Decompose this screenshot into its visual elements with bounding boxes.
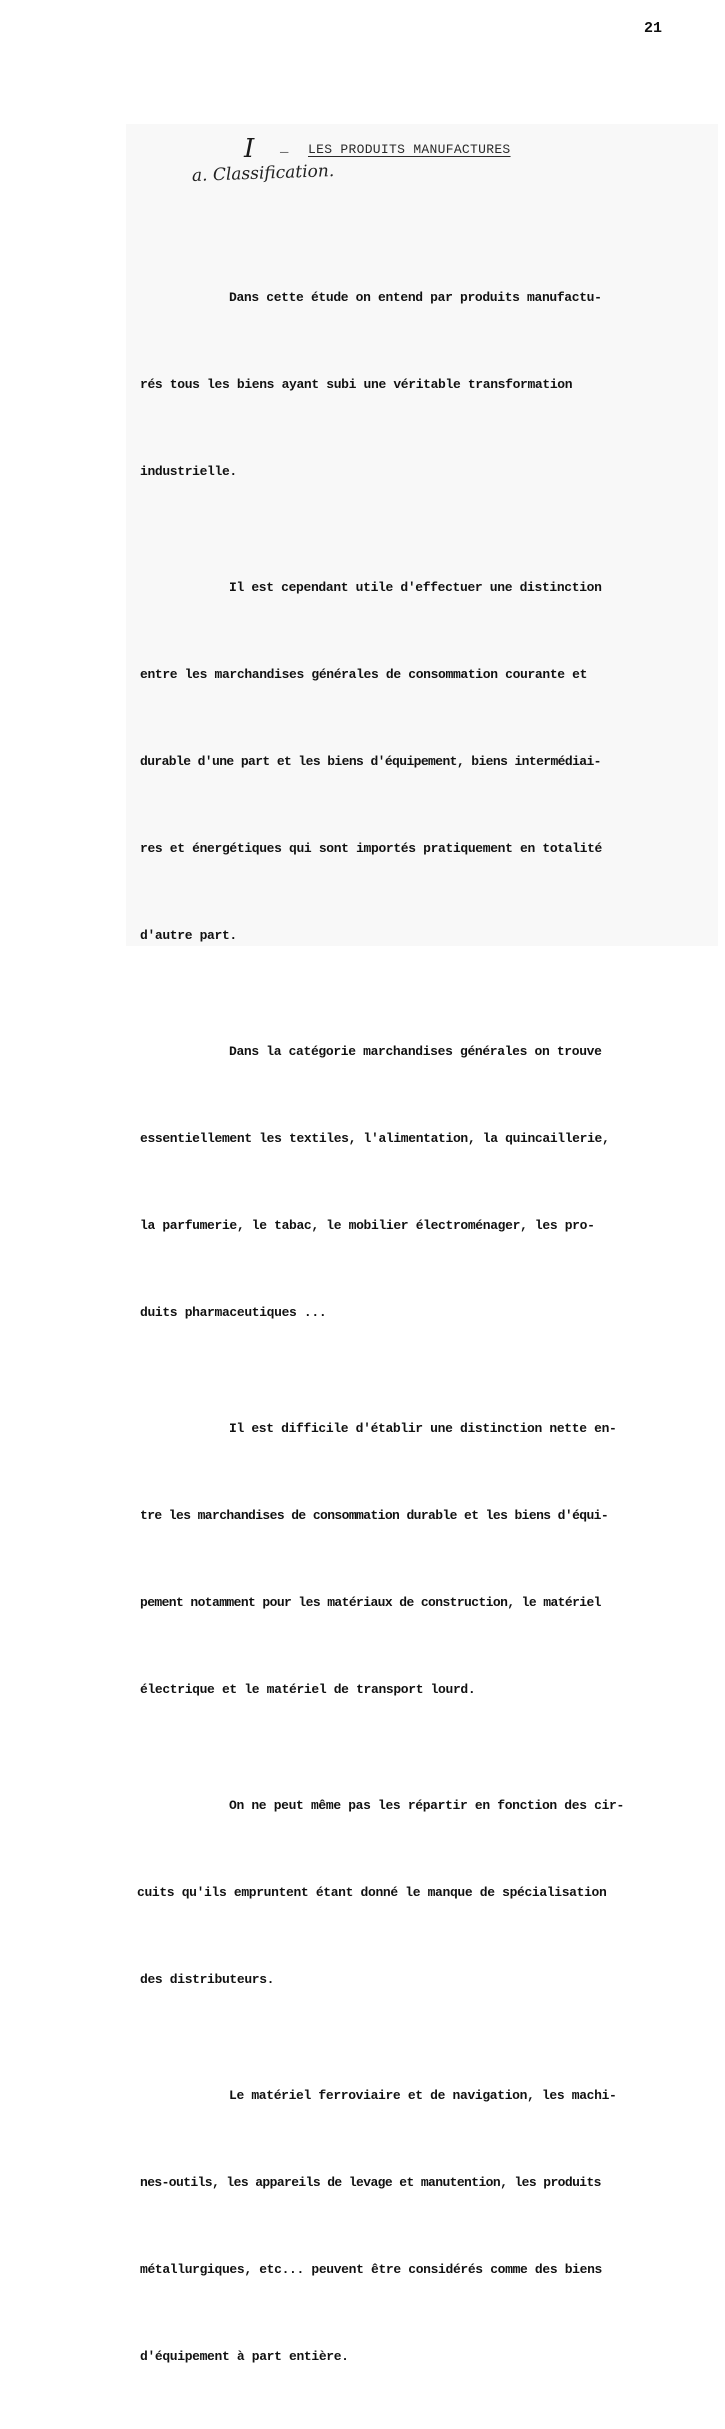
- text-line: des distributeurs.: [140, 1972, 275, 1987]
- section-title: LES PRODUITS MANUFACTURES: [308, 142, 511, 157]
- text-line: entre les marchandises générales de consommation courante et: [140, 667, 588, 682]
- text-line: Dans cette étude on entend par produits manufactu-: [229, 290, 602, 305]
- text-line: On ne peut même pas les répartir en fonction des cir-: [229, 1798, 624, 1813]
- text-line: d'équipement à part entière.: [140, 2349, 349, 2364]
- text-line: métallurgiques, etc... peuvent être considérés comme des biens: [140, 2262, 602, 2277]
- text-line: Le matériel ferroviaire et de navigation, les machi-: [229, 2088, 617, 2103]
- text-line: duits pharmaceutiques ...: [140, 1305, 327, 1320]
- section-heading: [244, 134, 574, 166]
- text-line: la parfumerie, le tabac, le mobilier électroménager, les pro-: [140, 1218, 595, 1233]
- handwritten-annotation: a. Classification.: [191, 161, 335, 186]
- text-line: Dans la catégorie marchandises générales on trouve: [229, 1044, 602, 1059]
- text-line: rés tous les biens ayant subi une véritable transformation: [140, 377, 573, 392]
- text-line: Il est difficile d'établir une distinction nette en-: [229, 1421, 617, 1436]
- text-line: essentiellement les textiles, l'alimentation, la quincaillerie,: [140, 1131, 610, 1146]
- text-line: industrielle.: [140, 464, 237, 479]
- text-line: nes-outils, les appareils de levage et manutention, les produits: [140, 2175, 601, 2190]
- page-number: 21: [644, 20, 663, 37]
- section-roman-numeral: I: [244, 134, 255, 164]
- body-text: [137, 196, 715, 2429]
- text-line: pement notamment pour les matériaux de construction, le matériel: [140, 1595, 601, 1610]
- text-line: durable d'une part et les biens d'équipement, biens intermédiai-: [140, 754, 601, 769]
- section-dash: _: [280, 140, 289, 156]
- text-line: d'autre part.: [140, 928, 237, 943]
- text-line: tre les marchandises de consommation durable et les biens d'équi-: [140, 1508, 609, 1523]
- text-line: res et énergétiques qui sont importés pratiquement en totalité: [140, 841, 602, 856]
- text-line: électrique et le matériel de transport lourd.: [140, 1682, 476, 1697]
- text-line: Il est cependant utile d'effectuer une distinction: [229, 580, 602, 595]
- text-line: cuits qu'ils empruntent étant donné le manque de spécialisation: [137, 1885, 607, 1900]
